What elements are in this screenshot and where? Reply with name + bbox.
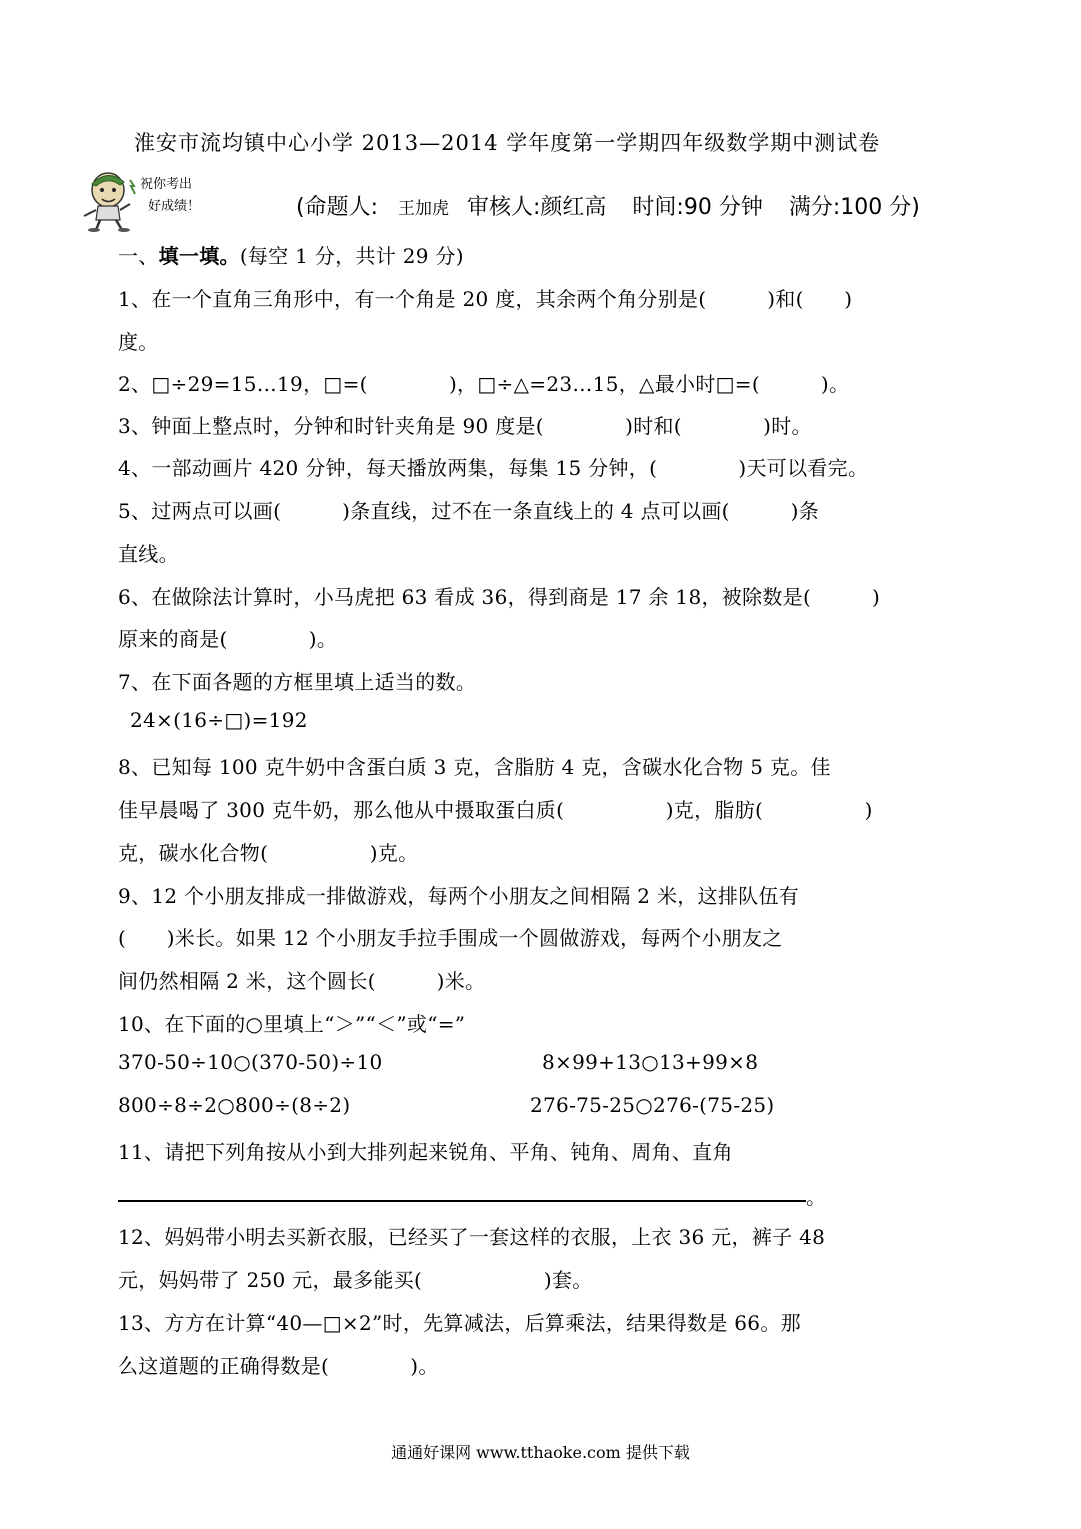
question-5-line-2: 直线。 — [118, 542, 179, 566]
question-9-line-2: ( )米长。如果 12 个小朋友手拉手围成一个圆做游戏，每两个小朋友之 — [118, 926, 783, 950]
footer-text: 通通好课网 www.tthaoke.com 提供下载 — [391, 1443, 690, 1462]
page-title: 淮安市流均镇中心小学 2013—2014 学年度第一学期四年级数学期中测试卷 — [134, 131, 881, 155]
question-10-item-d: 276-75-25○276-(75-25) — [530, 1093, 775, 1117]
mascot-caption-2: 好成绩！ — [148, 199, 201, 214]
full-score: 满分:100 分) — [788, 195, 920, 220]
reviewer: 审核人:颜红高 — [467, 195, 607, 220]
question-11: 11、请把下列角按从小到大排列起来锐角、平角、钝角、周角、直角 — [118, 1140, 733, 1164]
exam-time: 时间:90 分钟 — [632, 195, 763, 220]
question-2: 2、□÷29=15…19，□=( )，□÷△=23…15，△最小时□=( )。 — [118, 372, 850, 396]
question-1-line-2: 度。 — [118, 330, 159, 354]
answer-line-end: 。 — [806, 1185, 826, 1209]
question-9-line-1: 9、12 个小朋友排成一排做游戏，每两个小朋友之间相隔 2 米，这排队伍有 — [118, 884, 800, 908]
mascot-illustration — [74, 168, 224, 232]
question-13-line-1: 13、方方在计算“40—□×2”时，先算减法，后算乘法，结果得数是 66。那 — [118, 1311, 801, 1335]
section-note: (每空 1 分，共计 29 分) — [239, 244, 464, 268]
question-10-item-c: 800÷8÷2○800÷(8÷2) — [118, 1093, 351, 1117]
question-5-line-1: 5、过两点可以画( )条直线，过不在一条直线上的 4 点可以画( )条 — [118, 499, 820, 523]
exam-info — [296, 190, 920, 221]
question-13-line-2: 么这道题的正确得数是( )。 — [118, 1354, 439, 1378]
section-number: 一、 — [118, 244, 159, 268]
question-7-line-1: 7、在下面各题的方框里填上适当的数。 — [118, 670, 477, 694]
question-3: 3、钟面上整点时，分钟和时针夹角是 90 度是( )时和( )时。 — [118, 414, 812, 438]
section-1-heading — [118, 240, 464, 269]
question-10-item-a: 370-50÷10○(370-50)÷10 — [118, 1050, 383, 1074]
question-1-line-1: 1、在一个直角三角形中，有一个角是 20 度，其余两个角分别是( )和( ) — [118, 287, 853, 311]
question-8-line-1: 8、已知每 100 克牛奶中含蛋白质 3 克，含脂肪 4 克，含碳水化合物 5 克。佳 — [118, 755, 831, 779]
mascot-caption-1: 祝你考出 — [140, 177, 193, 192]
question-6-line-1: 6、在做除法计算时，小马虎把 63 看成 36，得到商是 17 余 18，被除数是( ) — [118, 585, 881, 609]
answer-line — [118, 1200, 806, 1202]
question-8-line-3: 克，碳水化合物( )克。 — [118, 841, 419, 865]
question-6-line-2: 原来的商是( )。 — [118, 627, 338, 651]
mascot-lightning-icon — [130, 180, 135, 194]
question-7-equation: 24×(16÷□)=192 — [130, 708, 308, 732]
mascot-body — [96, 206, 120, 220]
question-4: 4、一部动画片 420 分钟，每天播放两集，每集 15 分钟，( )天可以看完。 — [118, 456, 869, 480]
setter-label: (命题人: — [296, 195, 378, 220]
question-10-item-b: 8×99+13○13+99×8 — [542, 1050, 759, 1074]
section-title: 填一填。 — [158, 244, 240, 268]
question-10: 10、在下面的○里填上“＞”“＜”或“=” — [118, 1012, 466, 1036]
question-9-line-3: 间仍然相隔 2 米，这个圆长( )米。 — [118, 969, 486, 993]
question-12-line-2: 元，妈妈带了 250 元，最多能买( )套。 — [118, 1268, 593, 1292]
setter-name: 王加虎 — [398, 199, 449, 219]
question-12-line-1: 12、妈妈带小明去买新衣服，已经买了一套这样的衣服，上衣 36 元，裤子 48 — [118, 1225, 826, 1249]
question-8-line-2: 佳早晨喝了 300 克牛奶，那么他从中摄取蛋白质( )克，脂肪( ) — [118, 798, 873, 822]
